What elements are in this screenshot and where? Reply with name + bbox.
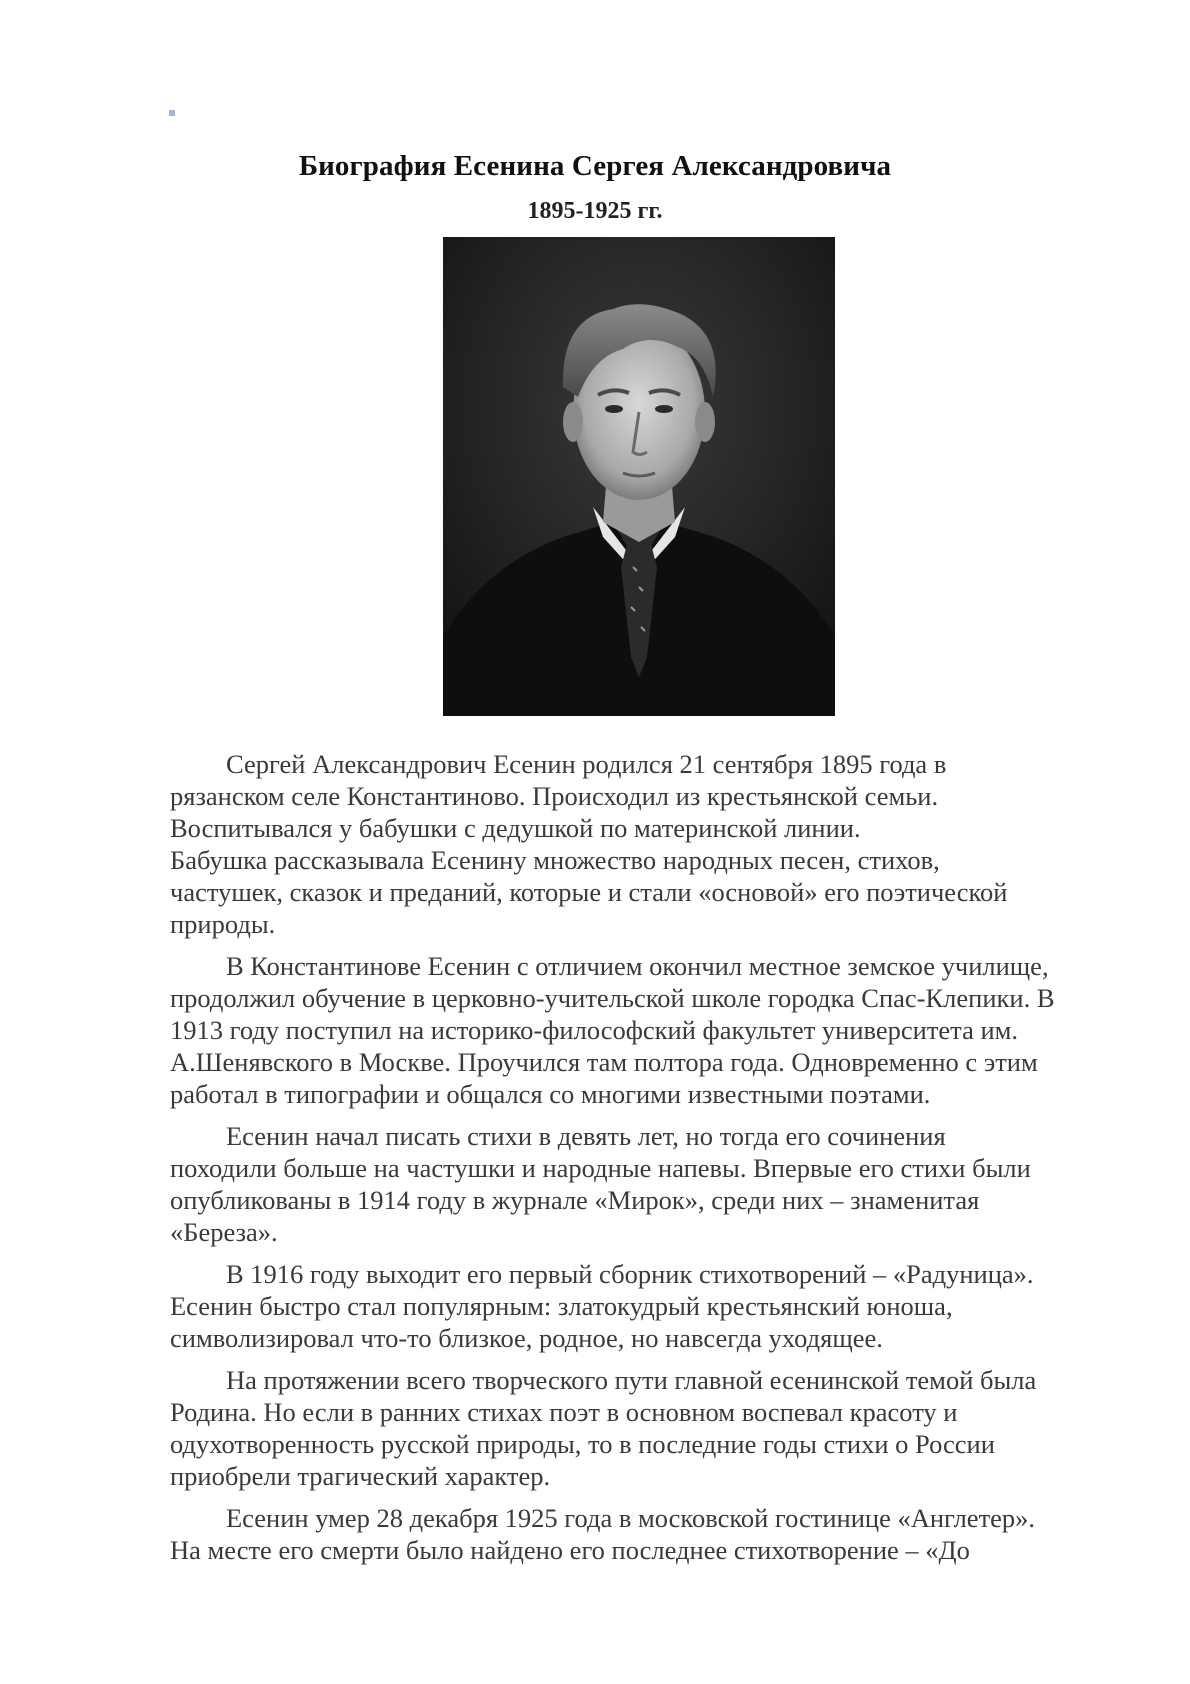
paragraph: [170, 1502, 1120, 1566]
portrait-photo: [443, 237, 835, 716]
paragraph-line: Есенин начал писать стихи в девять лет, но тогда его сочинения: [226, 1121, 946, 1151]
paragraph-line: 1913 году поступил на историко-философский факультет университета им.: [170, 1015, 1019, 1045]
paragraph-line: Есенин быстро стал популярным: златокудрый крестьянский юноша,: [170, 1291, 953, 1321]
paragraph-line: В 1916 году выходит его первый сборник стихотворений – «Радуница».: [226, 1259, 1034, 1289]
paragraph-line: А.Шенявского в Москве. Проучился там полтора года. Одновременно с этим: [170, 1047, 1038, 1077]
paragraph-line: одухотворенность русской природы, то в последние годы стихи о России: [170, 1429, 995, 1459]
paragraph-line: продолжил обучение в церковно-учительской школе городка Спас-Клепики. В: [170, 983, 1055, 1013]
anchor-marker: [169, 110, 175, 116]
paragraph-line: работал в типографии и общался со многими известными поэтами.: [170, 1079, 931, 1109]
document-years: 1895-1925 гг.: [527, 198, 663, 224]
paragraph-line: опубликованы в 1914 году в журнале «Мирок», среди них – знаменитая: [170, 1185, 980, 1215]
paragraph-line: приобрели трагический характер.: [170, 1461, 551, 1491]
paragraph-line: Бабушка рассказывала Есенину множество народных песен, стихов,: [170, 845, 940, 875]
paragraph-line: На месте его смерти было найдено его последнее стихотворение – «До: [170, 1535, 970, 1565]
paragraph: [170, 1364, 1120, 1492]
paragraph-line: На протяжении всего творческого пути главной есенинской темой была: [226, 1365, 1037, 1395]
paragraph-line: Сергей Александрович Есенин родился 21 сентября 1895 года в: [226, 749, 947, 779]
document-title: Биография Есенина Сергея Александровича: [298, 150, 892, 182]
paragraph-line: Есенин умер 28 декабря 1925 года в московской гостинице «Англетер».: [226, 1503, 1036, 1533]
paragraph: [170, 1258, 1120, 1354]
paragraph-line: Родина. Но если в ранних стихах поэт в основном воспевал красоту и: [170, 1397, 958, 1427]
paragraph-line: природы.: [170, 909, 276, 939]
biography-text: [170, 748, 1120, 1576]
paragraph: [170, 748, 1120, 940]
paragraph: [170, 950, 1120, 1110]
paragraph: [170, 1120, 1120, 1248]
paragraph-line: частушек, сказок и преданий, которые и стали «основой» его поэтической: [170, 877, 1008, 907]
paragraph-line: рязанском селе Константиново. Происходил из крестьянской семьи.: [170, 781, 939, 811]
paragraph-line: символизировал что-то близкое, родное, но навсегда уходящее.: [170, 1323, 883, 1353]
paragraph-line: походили больше на частушки и народные напевы. Впервые его стихи были: [170, 1153, 1031, 1183]
paragraph-line: В Константинове Есенин с отличием окончил местное земское училище,: [226, 951, 1049, 981]
paragraph-line: «Береза».: [170, 1217, 278, 1247]
paragraph-line: Воспитывался у бабушки с дедушкой по материнской линии.: [170, 813, 861, 843]
